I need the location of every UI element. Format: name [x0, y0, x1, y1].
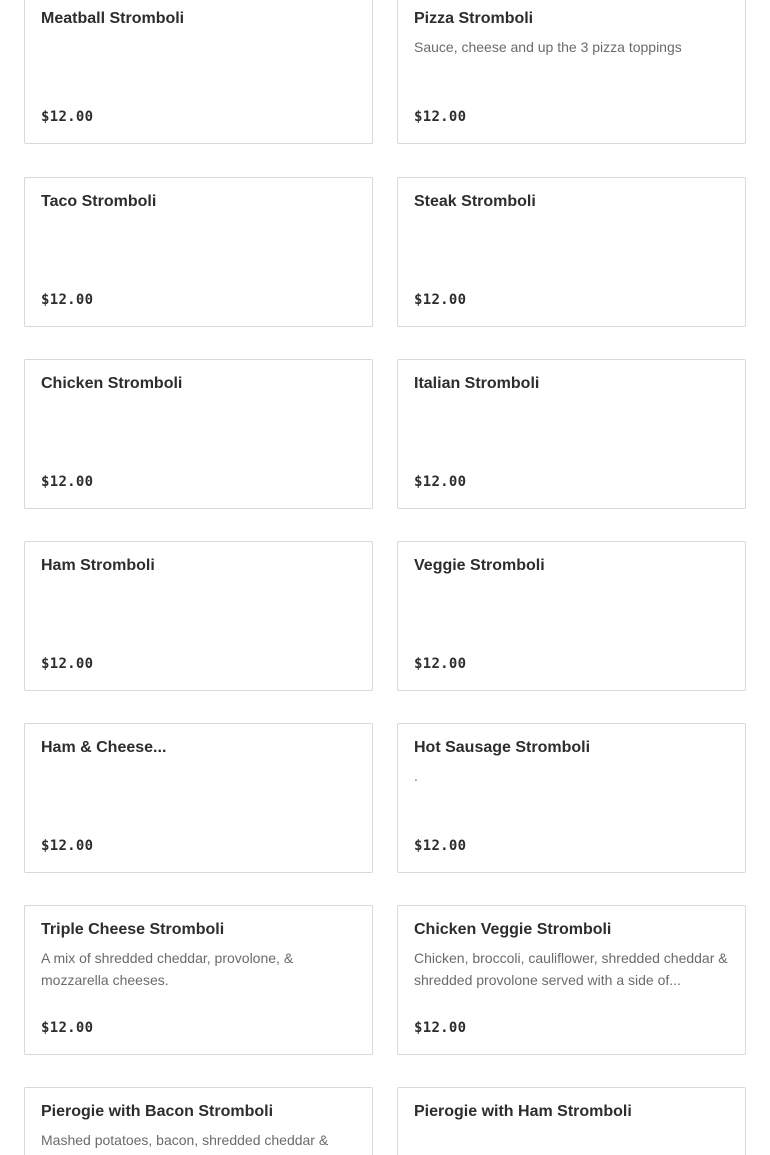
item-name: Pierogie with Ham Stromboli [414, 1103, 632, 1120]
item-name: Veggie Stromboli [414, 557, 545, 574]
menu-item-card[interactable] [24, 905, 373, 1055]
item-name: Chicken Veggie Stromboli [414, 921, 612, 938]
item-price: $12.00 [414, 656, 467, 672]
item-price: $12.00 [414, 1020, 467, 1036]
item-name: Ham Stromboli [41, 557, 155, 574]
item-description: Chicken, broccoli, cauliflower, shredded cheddar & shredded provolone served with a side of... [414, 950, 728, 988]
menu-item-card[interactable] [397, 359, 746, 509]
item-name: Chicken Stromboli [41, 375, 183, 392]
menu-item-card[interactable] [397, 723, 746, 873]
item-name: Triple Cheese Stromboli [41, 921, 225, 938]
menu-item-card[interactable] [397, 177, 746, 327]
item-price: $12.00 [41, 838, 94, 854]
item-price: $12.00 [41, 292, 94, 308]
item-description: . [414, 768, 418, 784]
item-price: $12.00 [414, 109, 467, 125]
menu-item-card[interactable] [24, 723, 373, 873]
item-name: Italian Stromboli [414, 375, 540, 392]
item-name: Pizza Stromboli [414, 10, 534, 27]
item-price: $12.00 [41, 656, 94, 672]
item-price: $12.00 [414, 474, 467, 490]
menu-item-card[interactable] [24, 541, 373, 691]
item-name: Hot Sausage Stromboli [414, 739, 591, 756]
item-description: Sauce, cheese and up the 3 pizza toppings [414, 39, 682, 55]
item-name: Ham & Cheese... [41, 739, 167, 756]
menu-item-card[interactable] [24, 359, 373, 509]
item-name: Steak Stromboli [414, 193, 536, 210]
menu-item-card[interactable] [397, 905, 746, 1055]
item-description: Mashed potatoes, bacon, shredded cheddar & [41, 1132, 329, 1148]
item-price: $12.00 [41, 1020, 94, 1036]
item-price: $12.00 [41, 109, 94, 125]
item-name: Pierogie with Bacon Stromboli [41, 1103, 274, 1120]
menu-item-card[interactable] [397, 541, 746, 691]
menu-item-card[interactable] [24, 0, 373, 144]
menu-item-card[interactable] [397, 0, 746, 144]
item-price: $12.00 [414, 292, 467, 308]
item-price: $12.00 [41, 474, 94, 490]
menu-item-card[interactable] [24, 177, 373, 327]
menu-item-card[interactable] [397, 1087, 746, 1155]
item-price: $12.00 [414, 838, 467, 854]
item-name: Taco Stromboli [41, 193, 157, 210]
item-name: Meatball Stromboli [41, 10, 185, 27]
item-description: A mix of shredded cheddar, provolone, & mozzarella cheeses. [41, 950, 294, 988]
menu-item-card[interactable] [24, 1087, 373, 1155]
